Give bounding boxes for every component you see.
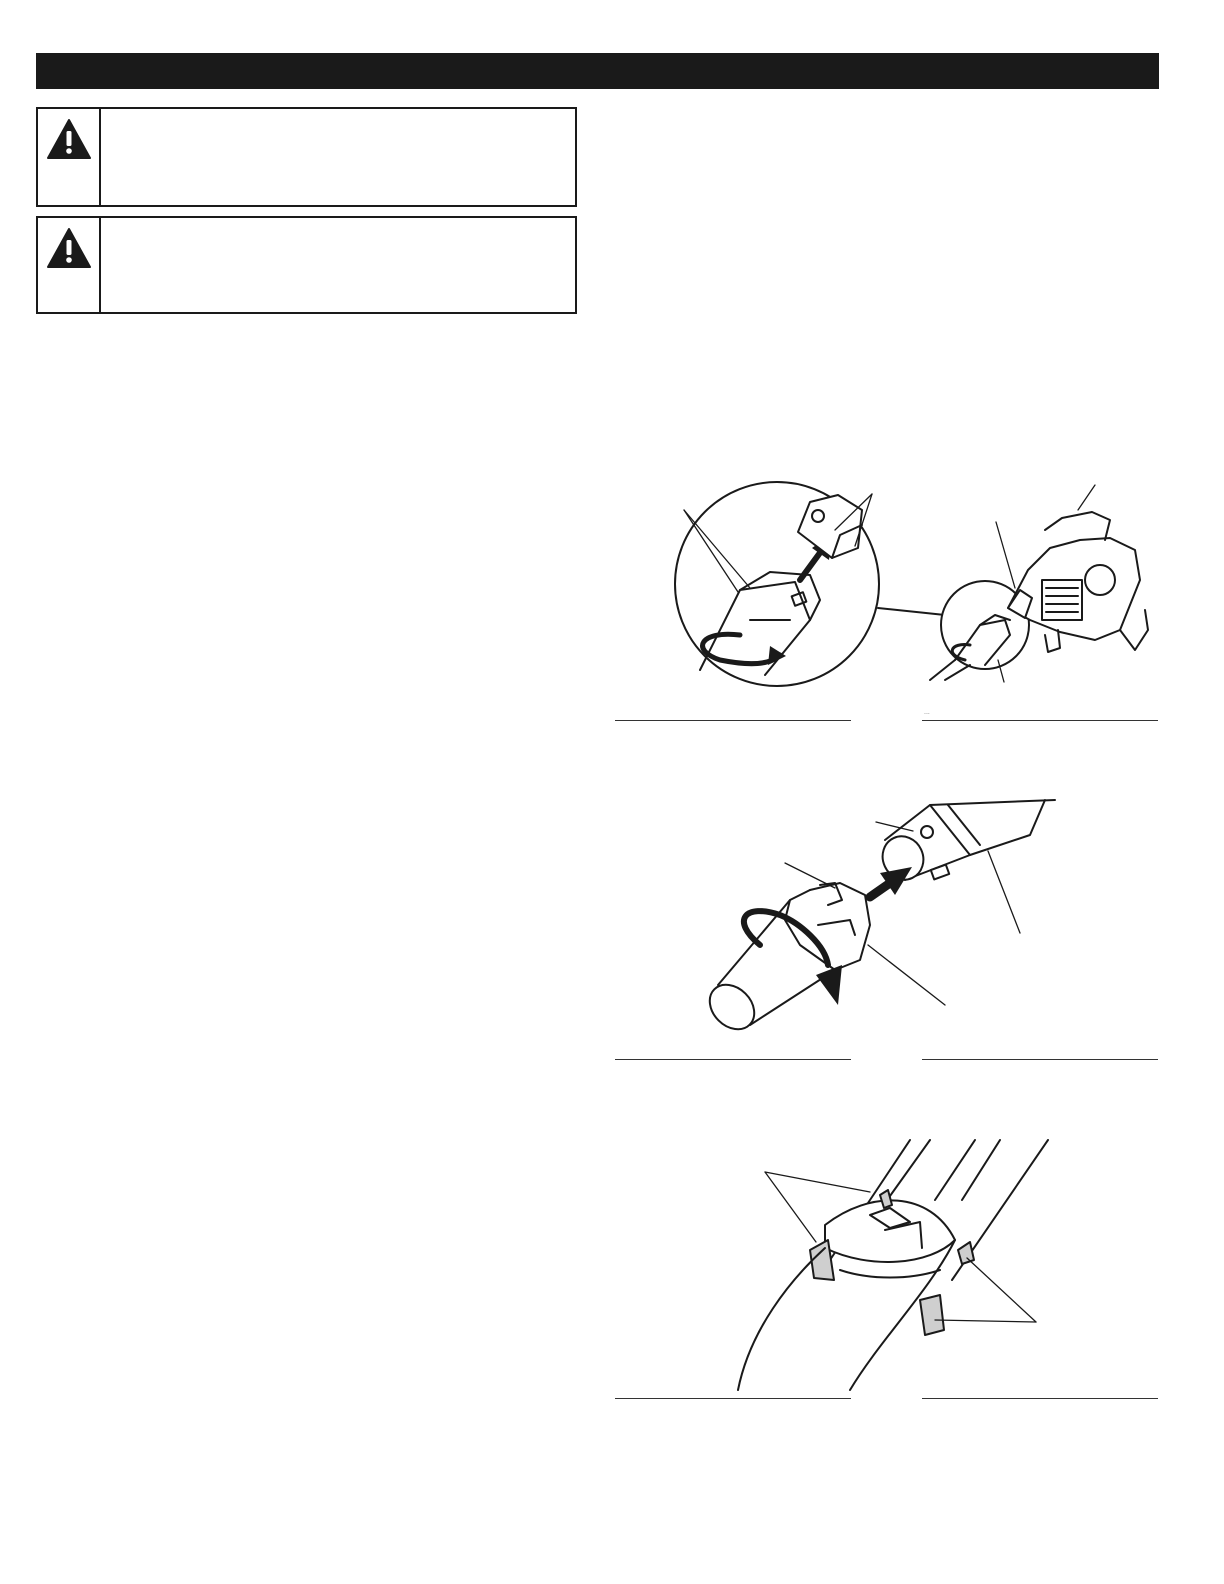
figure-1-caption-rule-right bbox=[922, 720, 1158, 721]
figure-2-caption-rule-left bbox=[615, 1059, 851, 1060]
warning-icon-cell bbox=[38, 109, 101, 205]
figure-1-label-fragment: ... bbox=[924, 709, 930, 716]
figure-tube-to-blower bbox=[600, 470, 1170, 700]
figure-1-caption-rule-left bbox=[615, 720, 851, 721]
figure-2-caption-rule-right bbox=[922, 1059, 1158, 1060]
section-header-bar bbox=[36, 53, 1159, 89]
figure-nozzle-to-tube bbox=[690, 795, 1060, 1035]
warning-box-2 bbox=[36, 216, 577, 314]
figure-tube-alignment bbox=[730, 1130, 1060, 1392]
warning-triangle-icon bbox=[46, 226, 92, 270]
warning-triangle-icon bbox=[46, 117, 92, 161]
warning-icon-cell bbox=[38, 218, 101, 312]
figure-3-caption-rule-left bbox=[615, 1398, 851, 1399]
figure-3-caption-rule-right bbox=[922, 1398, 1158, 1399]
warning-box-1 bbox=[36, 107, 577, 207]
